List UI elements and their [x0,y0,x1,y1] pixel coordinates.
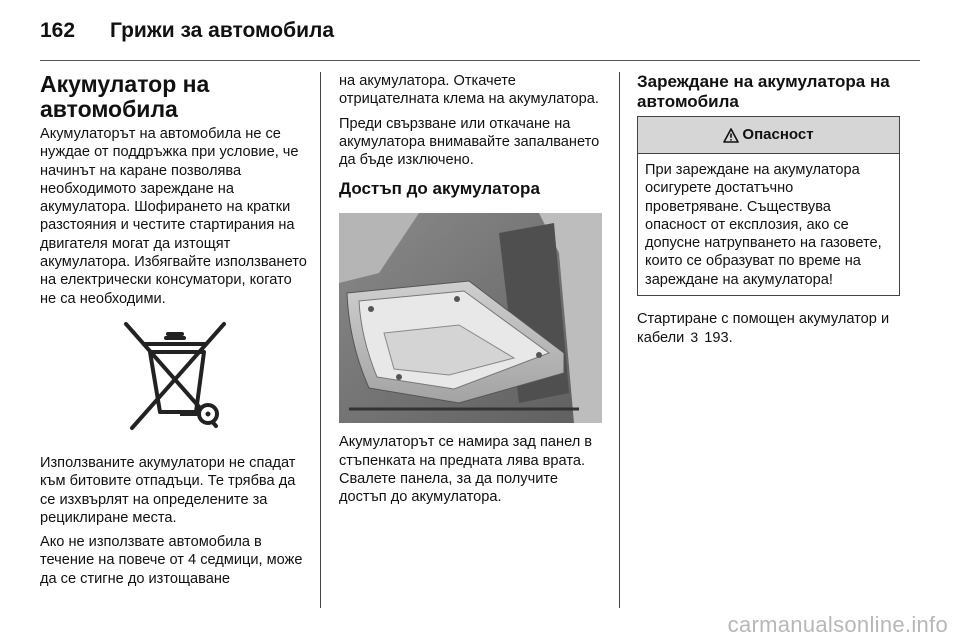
jump-start-reference [637,310,900,348]
recycling-notice-text: Използваните акумулатори не спадат към битовите отпадъци. Те трябва да се изхвърлят на определените за рециклиране места. [40,454,296,526]
ignition-off-text: Преди свързване или откачане на акумулатора внимавайте запалването да бъде изключено. [339,115,600,169]
running-title: Грижи за автомобила [110,19,335,42]
column-1 [40,72,310,594]
warning-triangle-icon [723,128,739,143]
danger-title: Опасност [742,125,814,143]
battery-intro-text: Акумулаторът на автомобила не се нуждае от поддръжка при условие, че начинът на каране позволява необходимото зареждане на акумулатора. Шофирането на кратки разстояния и честите стартирания на двигателя могат да изтощят акумулатора. Избягвайте използването на електрически консуматори, когато не са необходими. [40,126,307,307]
section-heading-battery: Акумулатор на автомобила [40,71,210,122]
jump-start-text: Стартиране с помощен акумулатор и кабели [637,311,890,347]
column-divider-1 [320,72,321,608]
page-number: 162 [40,19,76,42]
column-2 [339,72,602,513]
watermark: carmanualsonline.info [727,612,948,637]
battery-location-text: Акумулаторът се намира зад панел в стъпенката на предната лява врата. Свалете панела, за да получите достъп до акумулатора. [339,434,593,506]
column-divider-2 [619,72,620,608]
page-reference-arrow-icon: 3 [690,329,699,346]
header-rule [40,60,920,61]
danger-text: При зареждане на акумулатора осигурете достатъчно проветряване. Съществува опасност от експлозия, ако се допусне натрупването на газовете, които се образуват по време на зареждане на акумулатора! [645,162,882,288]
storage-notice-text: Ако не използвате автомобила в течение на повече от 4 седмици, може да се стигне до изтощаване [40,534,303,587]
column-3 [637,72,900,354]
danger-box-header [638,117,899,154]
page-header [40,14,334,48]
crossed-out-wheelie-bin-icon [120,320,230,438]
disconnect-terminal-text: на акумулатора. Откачете отрицателната клема на акумулатора. [339,73,599,108]
section-heading-charging: Зареждане на акумулатора на автомобила [637,72,890,111]
section-heading-access: Достъп до акумулатора [339,179,540,199]
page-reference-link[interactable]: 193. [704,330,733,347]
battery-access-panel-photo [339,213,602,423]
danger-box [637,116,900,296]
